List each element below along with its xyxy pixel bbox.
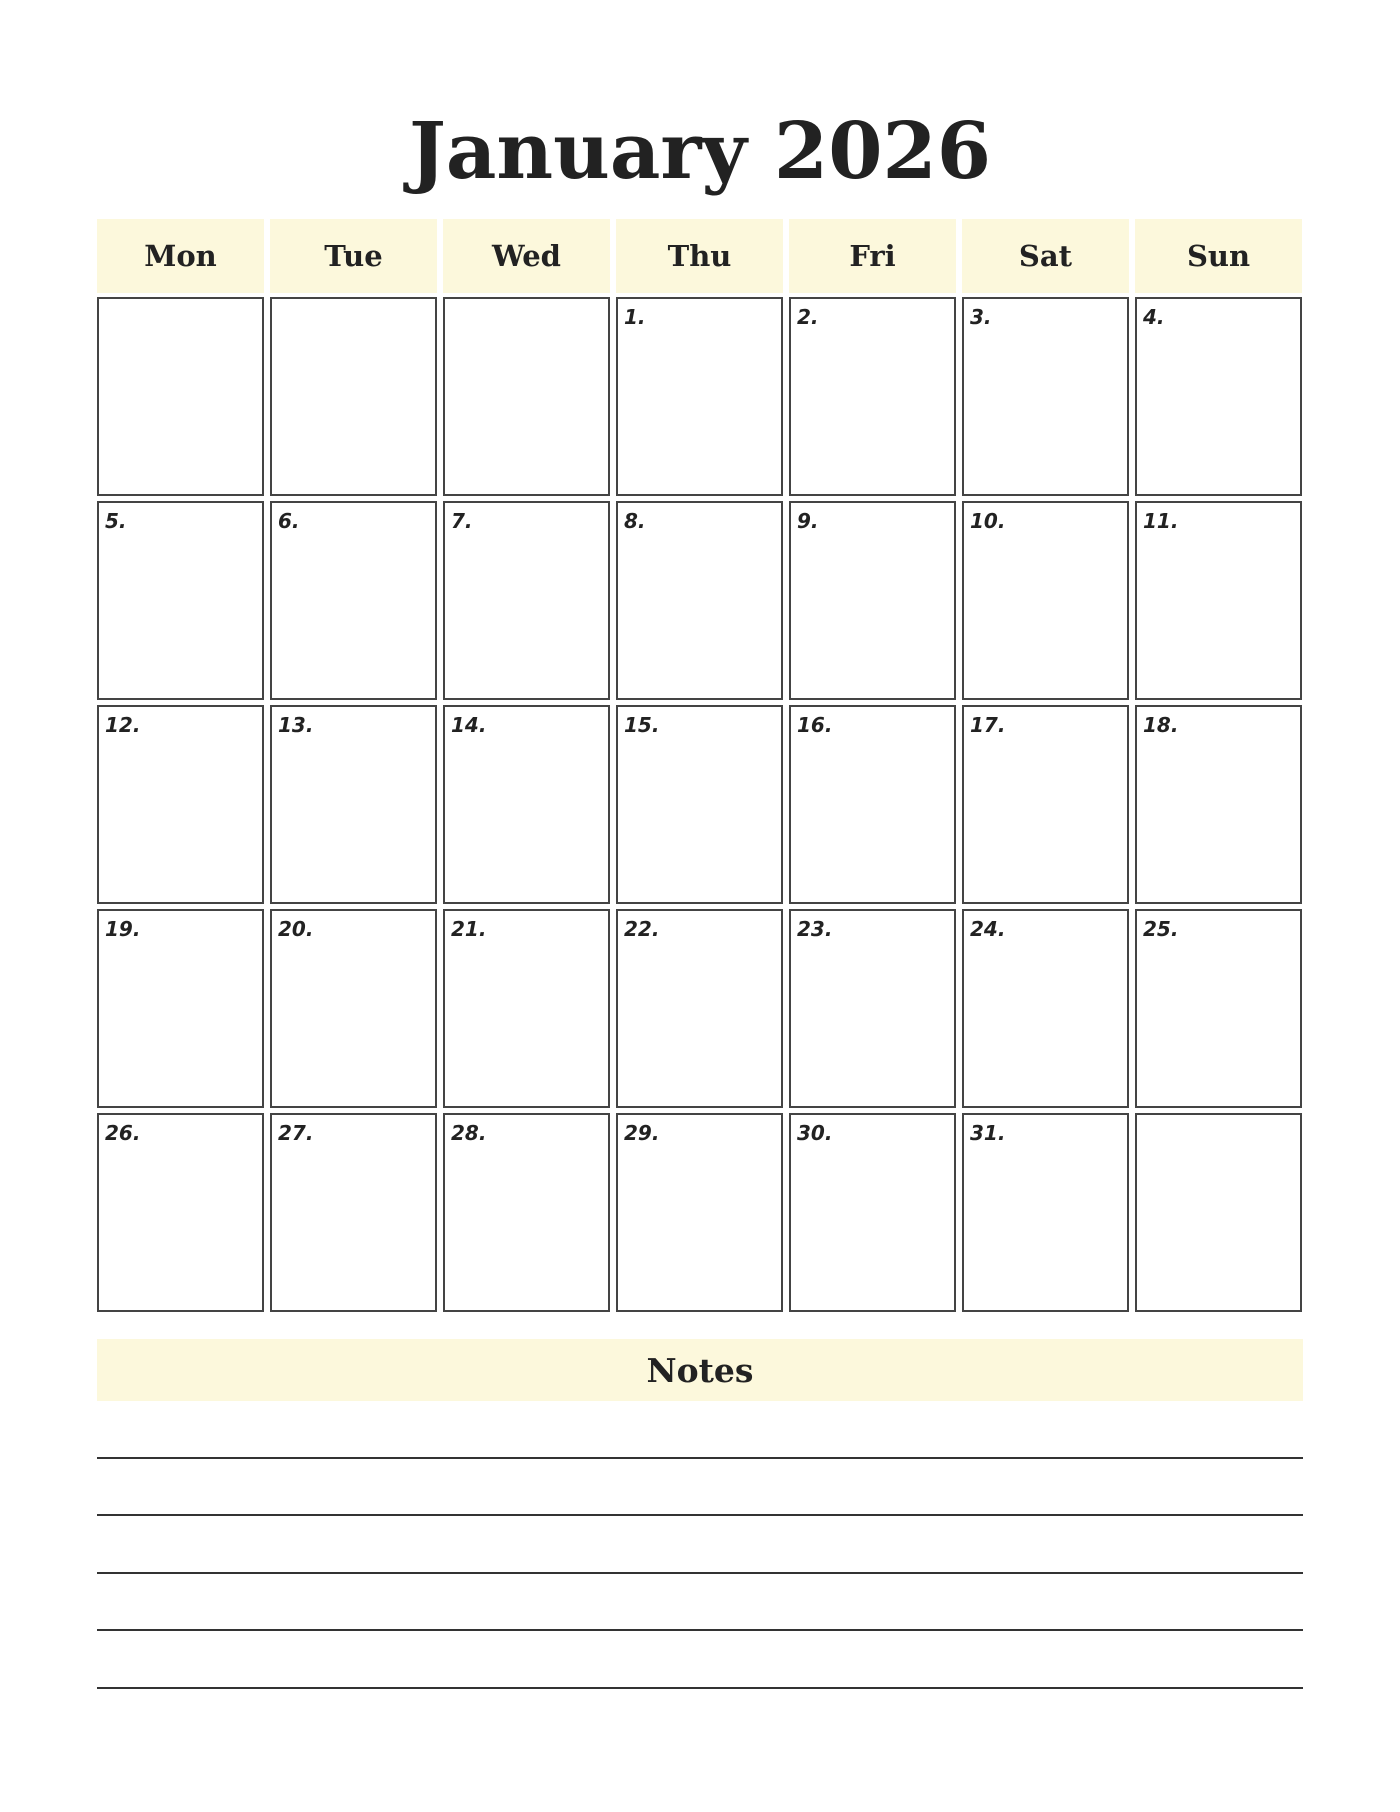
note-line[interactable] [97, 1457, 1303, 1459]
day-number: 12. [105, 713, 141, 737]
day-cell[interactable] [789, 501, 956, 700]
weekday-header: Fri [789, 219, 956, 293]
day-number: 28. [451, 1121, 487, 1145]
day-number: 25. [1143, 917, 1179, 941]
day-cell[interactable] [1135, 501, 1302, 700]
day-number: 9. [797, 509, 819, 533]
day-number: 6. [278, 509, 300, 533]
note-line[interactable] [97, 1572, 1303, 1574]
day-cell[interactable] [270, 1113, 437, 1312]
day-cell[interactable] [270, 297, 437, 496]
day-cell[interactable] [270, 501, 437, 700]
day-number: 26. [105, 1121, 141, 1145]
day-number: 11. [1143, 509, 1179, 533]
weekday-header: Thu [616, 219, 783, 293]
weekday-header: Sun [1135, 219, 1302, 293]
day-cell[interactable] [789, 909, 956, 1108]
day-cell[interactable] [789, 297, 956, 496]
day-cell[interactable] [616, 909, 783, 1108]
weekday-header-row [97, 219, 1303, 293]
day-cell[interactable] [443, 501, 610, 700]
day-number: 21. [451, 917, 487, 941]
day-cell[interactable] [789, 705, 956, 904]
day-cell[interactable] [97, 909, 264, 1108]
notes-header: Notes [97, 1339, 1303, 1401]
day-number: 18. [1143, 713, 1179, 737]
day-number: 20. [278, 917, 314, 941]
day-number: 22. [624, 917, 660, 941]
day-cell[interactable] [97, 501, 264, 700]
day-number: 10. [970, 509, 1006, 533]
day-number: 8. [624, 509, 646, 533]
day-cell[interactable] [616, 297, 783, 496]
weekday-header: Sat [962, 219, 1129, 293]
day-number: 1. [624, 305, 646, 329]
day-number: 17. [970, 713, 1006, 737]
day-number: 4. [1143, 305, 1165, 329]
day-number: 30. [797, 1121, 833, 1145]
weekday-header: Mon [97, 219, 264, 293]
weekday-header: Wed [443, 219, 610, 293]
day-cell[interactable] [270, 705, 437, 904]
day-cell[interactable] [97, 705, 264, 904]
day-cell[interactable] [1135, 297, 1302, 496]
day-cell[interactable] [962, 1113, 1129, 1312]
day-cell[interactable] [616, 705, 783, 904]
day-number: 16. [797, 713, 833, 737]
day-cell[interactable] [1135, 1113, 1302, 1312]
day-cell[interactable] [97, 297, 264, 496]
day-number: 7. [451, 509, 473, 533]
day-cell[interactable] [443, 297, 610, 496]
day-number: 24. [970, 917, 1006, 941]
day-number: 15. [624, 713, 660, 737]
day-number: 14. [451, 713, 487, 737]
day-cell[interactable] [616, 1113, 783, 1312]
day-cell[interactable] [1135, 909, 1302, 1108]
day-cell[interactable] [789, 1113, 956, 1312]
day-cell[interactable] [1135, 705, 1302, 904]
day-cell[interactable] [443, 705, 610, 904]
note-line[interactable] [97, 1514, 1303, 1516]
day-cell[interactable] [443, 909, 610, 1108]
day-number: 31. [970, 1121, 1006, 1145]
day-number: 2. [797, 305, 819, 329]
weekday-header: Tue [270, 219, 437, 293]
day-number: 27. [278, 1121, 314, 1145]
day-cell[interactable] [962, 501, 1129, 700]
page-title: January 2026 [408, 106, 992, 197]
day-number: 29. [624, 1121, 660, 1145]
day-number: 13. [278, 713, 314, 737]
day-number: 3. [970, 305, 992, 329]
day-number: 5. [105, 509, 127, 533]
day-cell[interactable] [270, 909, 437, 1108]
day-cell[interactable] [962, 297, 1129, 496]
day-number: 19. [105, 917, 141, 941]
note-line[interactable] [97, 1687, 1303, 1689]
day-cell[interactable] [962, 705, 1129, 904]
calendar-grid [97, 297, 1303, 1313]
day-cell[interactable] [962, 909, 1129, 1108]
day-cell[interactable] [97, 1113, 264, 1312]
note-line[interactable] [97, 1629, 1303, 1631]
day-cell[interactable] [443, 1113, 610, 1312]
day-number: 23. [797, 917, 833, 941]
day-cell[interactable] [616, 501, 783, 700]
